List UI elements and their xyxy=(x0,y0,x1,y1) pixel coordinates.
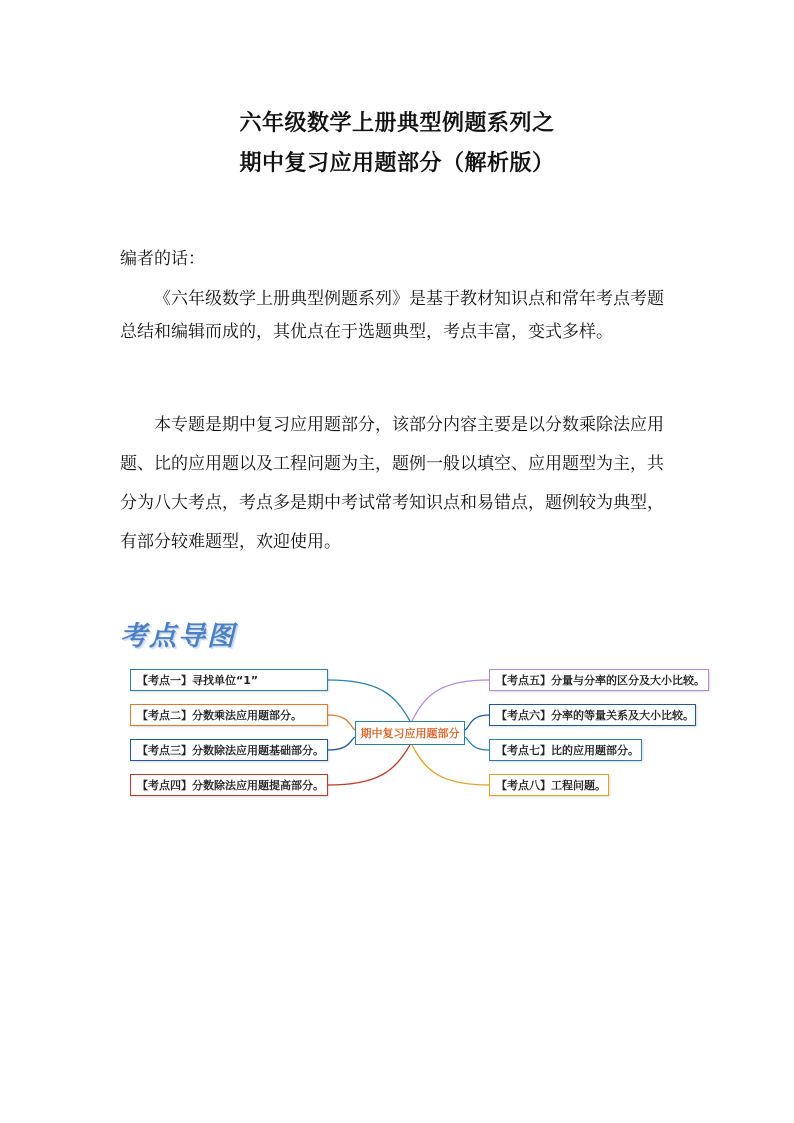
mindmap-node-topic-8: 【考点八】工程问题。 xyxy=(489,774,609,796)
mindmap-node-topic-1: 【考点一】寻找单位“1” xyxy=(130,669,328,691)
mindmap-node-topic-3: 【考点三】分数除法应用题基础部分。 xyxy=(130,739,328,761)
section-heading-mindmap: 考点导图 xyxy=(120,621,236,652)
editor-label: 编者的话： xyxy=(120,249,205,269)
connector-7 xyxy=(465,737,489,750)
mindmap-node-topic-6: 【考点六】分率的等量关系及大小比较。 xyxy=(489,704,696,726)
connector-3 xyxy=(328,737,355,750)
connector-5 xyxy=(412,680,489,721)
document-title-line1: 六年级数学上册典型例题系列之 xyxy=(239,111,555,136)
mindmap-node-topic-7: 【考点七】比的应用题部分。 xyxy=(489,739,642,761)
topic-paragraph: 本专题是期中复习应用题部分，该部分内容主要是以分数乘除法应用题、比的应用题以及工程问题为主，题例一般以填空、应用题型为主，共分为八大考点，考点多是期中考试常考知识点和易错点，题例较为典型，有部分较难题型，欢迎使用。 xyxy=(120,415,664,552)
mindmap-center-node: 期中复习应用题部分 xyxy=(355,721,465,745)
connector-2 xyxy=(328,715,355,730)
connector-4 xyxy=(328,745,410,785)
mindmap-node-topic-4: 【考点四】分数除法应用题提高部分。 xyxy=(130,774,328,796)
mindmap-node-topic-5: 【考点五】分量与分率的区分及大小比较。 xyxy=(489,669,709,691)
mindmap-node-topic-2: 【考点二】分数乘法应用题部分。 xyxy=(130,704,328,726)
connector-8 xyxy=(412,745,489,785)
connector-1 xyxy=(328,680,410,721)
document-title-line2: 期中复习应用题部分（解析版） xyxy=(239,151,555,176)
connector-6 xyxy=(465,715,489,730)
intro-paragraph: 《六年级数学上册典型例题系列》是基于教材知识点和常年考点考题总结和编辑而成的，其优点在于选题典型，考点丰富，变式多样。 xyxy=(120,289,664,342)
